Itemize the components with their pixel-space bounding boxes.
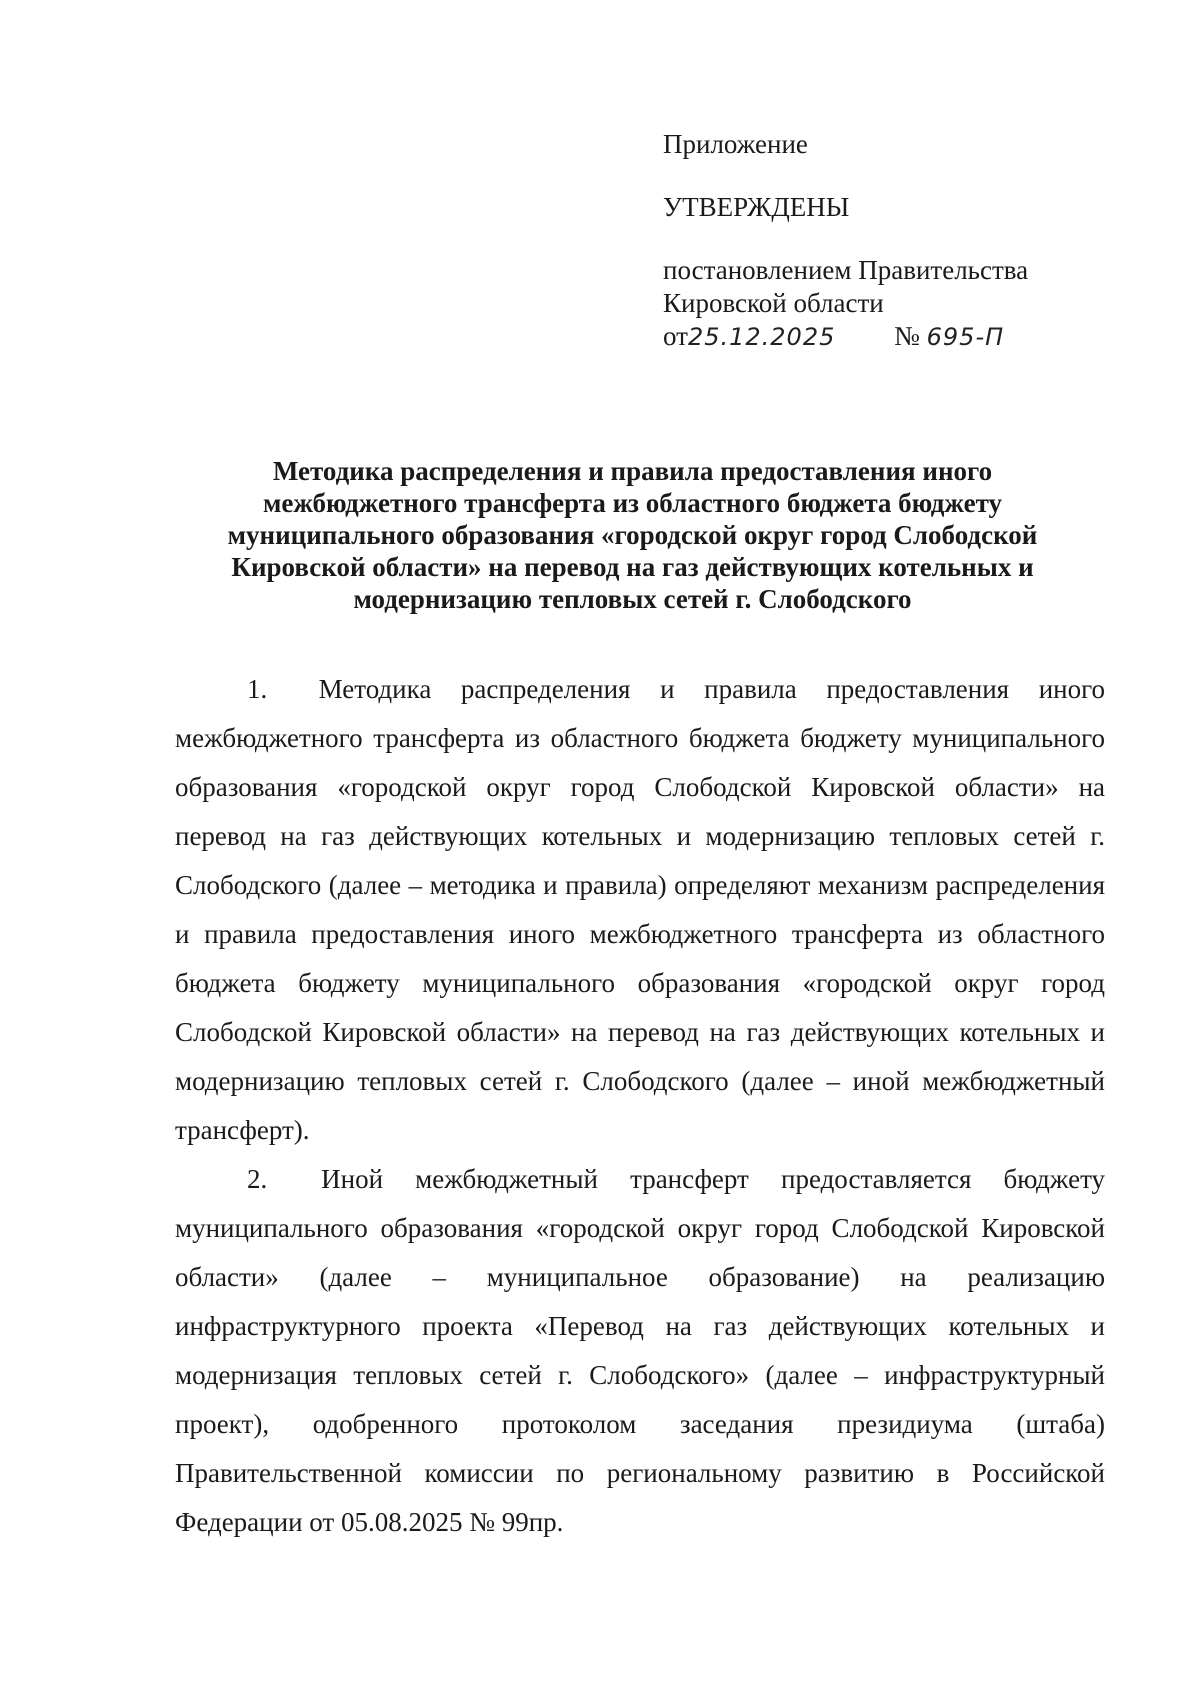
title-line: Методика распределения и правила предоставления иного: [272, 456, 993, 486]
appendix-label: Приложение: [663, 129, 808, 159]
document-body: [175, 665, 1105, 1547]
decree-date-number-line: [663, 320, 1143, 354]
approved-label: УТВЕРЖДЕНЫ: [663, 192, 850, 222]
title-line: Кировской области» на перевод на газ действующих котельных и: [231, 552, 1034, 582]
title-line: межбюджетного трансферта из областного бюджета бюджету: [262, 488, 1003, 518]
approval-header: [663, 128, 1143, 354]
paragraph-number: 1.: [247, 674, 268, 704]
document-title: [160, 455, 1105, 615]
paragraph-2: [175, 1155, 1105, 1547]
handwritten-number: 695-П: [926, 323, 1005, 351]
date-prefix: от: [663, 321, 688, 351]
paragraph-text: Методика распределения и правила предоставления иного межбюджетного трансферта из областного бюджета бюджету муниципального образования «городской округ город Слободской Кировской области» на перевод на газ действующих котельных и модернизацию тепловых сетей г. Слободского (далее – методика и правила) определяют механизм распределения и правила предоставления иного межбюджетного трансферта из областного бюджета бюджету муниципального образования «городской округ город Слободской Кировской области» на перевод на газ действующих котельных и модернизацию тепловых сетей г. Слободского (далее – иной межбюджетный трансферт).: [175, 674, 1106, 1145]
decree-line-1: постановлением Правительства: [663, 255, 1029, 285]
title-line: модернизацию тепловых сетей г. Слободского: [353, 584, 912, 614]
number-prefix: №: [894, 321, 920, 351]
handwritten-date: 25.12.2025: [687, 323, 836, 351]
paragraph-text: Иной межбюджетный трансферт предоставляется бюджету муниципального образования «городской округ город Слободской Кировской области» (далее – муниципальное образование) на реализацию инфраструктурного проекта «Перевод на газ действующих котельных и модернизация тепловых сетей г. Слободского» (далее – инфраструктурный проект), одобренного протоколом заседания президиума (штаба) Правительственной комиссии по региональному развитию в Российской Федерации от 05.08.2025 № 99пр.: [175, 1164, 1106, 1537]
paragraph-number: 2.: [247, 1164, 268, 1194]
decree-line-2: Кировской области: [663, 288, 884, 318]
title-line: муниципального образования «городской округ город Слободской: [227, 520, 1038, 550]
paragraph-1: [175, 665, 1105, 1155]
